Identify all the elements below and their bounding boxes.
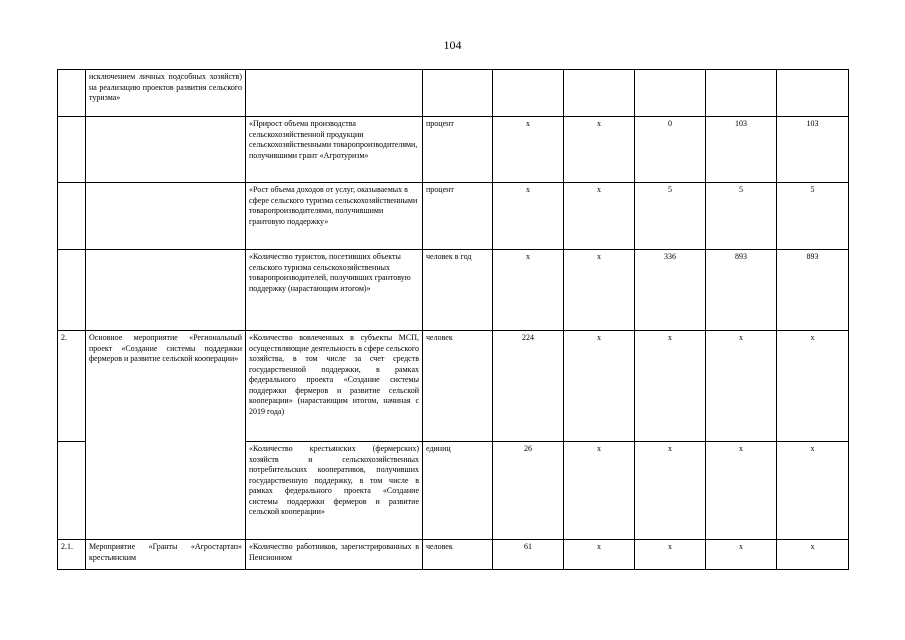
row-number xyxy=(58,117,86,183)
value-cell: х xyxy=(564,250,635,331)
activity-cell xyxy=(86,117,246,183)
unit-cell xyxy=(423,70,493,117)
table-row xyxy=(58,117,849,183)
value-cell: 5 xyxy=(635,183,706,250)
activity-cell: Мероприятие «Гранты «Агростартап» крестьянским xyxy=(86,540,246,570)
row-number: 2.1. xyxy=(58,540,86,570)
value-cell: 336 xyxy=(635,250,706,331)
value-cell: х xyxy=(635,442,706,540)
table-row xyxy=(58,331,849,442)
value-cell: х xyxy=(564,331,635,442)
indicator-cell: «Количество крестьянских (фермерских) хозяйств и сельскохозяйственных потребительских кооперативов, получивших государственную поддержку, в том числе в рамках федерального проекта «Создание системы поддержки фермеров и развитие сельской кооперации» xyxy=(246,442,423,540)
value-cell xyxy=(493,70,564,117)
activity-cell xyxy=(86,250,246,331)
value-cell: 61 xyxy=(493,540,564,570)
unit-cell: человек xyxy=(423,331,493,442)
row-number xyxy=(58,183,86,250)
value-cell: х xyxy=(777,540,849,570)
value-cell: х xyxy=(564,117,635,183)
value-cell xyxy=(777,70,849,117)
value-cell xyxy=(706,70,777,117)
unit-cell: процент xyxy=(423,117,493,183)
unit-cell: единиц xyxy=(423,442,493,540)
value-cell: х xyxy=(564,183,635,250)
value-cell: х xyxy=(635,331,706,442)
value-cell: х xyxy=(493,250,564,331)
value-cell: 26 xyxy=(493,442,564,540)
value-cell: 103 xyxy=(706,117,777,183)
activity-cell: исключением личных подсобных хозяйств) на реализацию проектов развития сельского туризма» xyxy=(86,70,246,117)
value-cell: х xyxy=(564,442,635,540)
row-number xyxy=(58,250,86,331)
value-cell: х xyxy=(706,442,777,540)
row-number: 2. xyxy=(58,331,86,442)
unit-cell: человек в год xyxy=(423,250,493,331)
value-cell: х xyxy=(706,540,777,570)
table-row xyxy=(58,70,849,117)
row-number xyxy=(58,70,86,117)
page-number: 104 xyxy=(443,38,462,52)
value-cell: 224 xyxy=(493,331,564,442)
value-cell: х xyxy=(706,331,777,442)
table-row xyxy=(58,540,849,570)
unit-cell: процент xyxy=(423,183,493,250)
value-cell: х xyxy=(635,540,706,570)
value-cell: 0 xyxy=(635,117,706,183)
value-cell: х xyxy=(493,183,564,250)
value-cell: х xyxy=(777,442,849,540)
table-row xyxy=(58,183,849,250)
indicator-cell: «Количество вовлеченных в субъекты МСП, осуществляющие деятельность в сфере сельского хозяйства, в том числе за счет средств государственной поддержки, в рамках федерального проекта «Создание системы поддержки фермеров и развитие сельской кооперации» (нарастающим итогом, начиная с 2019 года) xyxy=(246,331,423,442)
unit-cell: человек xyxy=(423,540,493,570)
value-cell: 5 xyxy=(706,183,777,250)
value-cell: х xyxy=(564,540,635,570)
activity-cell xyxy=(86,183,246,250)
value-cell xyxy=(635,70,706,117)
value-cell: х xyxy=(777,331,849,442)
value-cell: 893 xyxy=(777,250,849,331)
indicator-cell: «Количество туристов, посетивших объекты сельского туризма сельскохозяйственных товаропроизводителей, получивших грантовую поддержку (нарастающим итогом)» xyxy=(246,250,423,331)
row-number xyxy=(58,442,86,540)
activity-cell: Основное мероприятие «Региональный проект «Создание системы поддержки фермеров и развитие сельской кооперации» xyxy=(86,331,246,540)
value-cell: х xyxy=(493,117,564,183)
value-cell: 5 xyxy=(777,183,849,250)
indicators-table xyxy=(57,69,849,570)
value-cell xyxy=(564,70,635,117)
value-cell: 103 xyxy=(777,117,849,183)
indicator-cell: «Прирост объема производства сельскохозяйственной продукции сельскохозяйственными товаропроизводителями, получившими грант «Агротуризм» xyxy=(246,117,423,183)
indicator-cell xyxy=(246,70,423,117)
indicator-cell: «Рост объема доходов от услуг, оказываемых в сфере сельского туризма сельскохозяйственными товаропроизводителями, получившими грантовую поддержку» xyxy=(246,183,423,250)
table-row xyxy=(58,250,849,331)
indicator-cell: «Количество работников, зарегистрированных в Пенсионном xyxy=(246,540,423,570)
value-cell: 893 xyxy=(706,250,777,331)
